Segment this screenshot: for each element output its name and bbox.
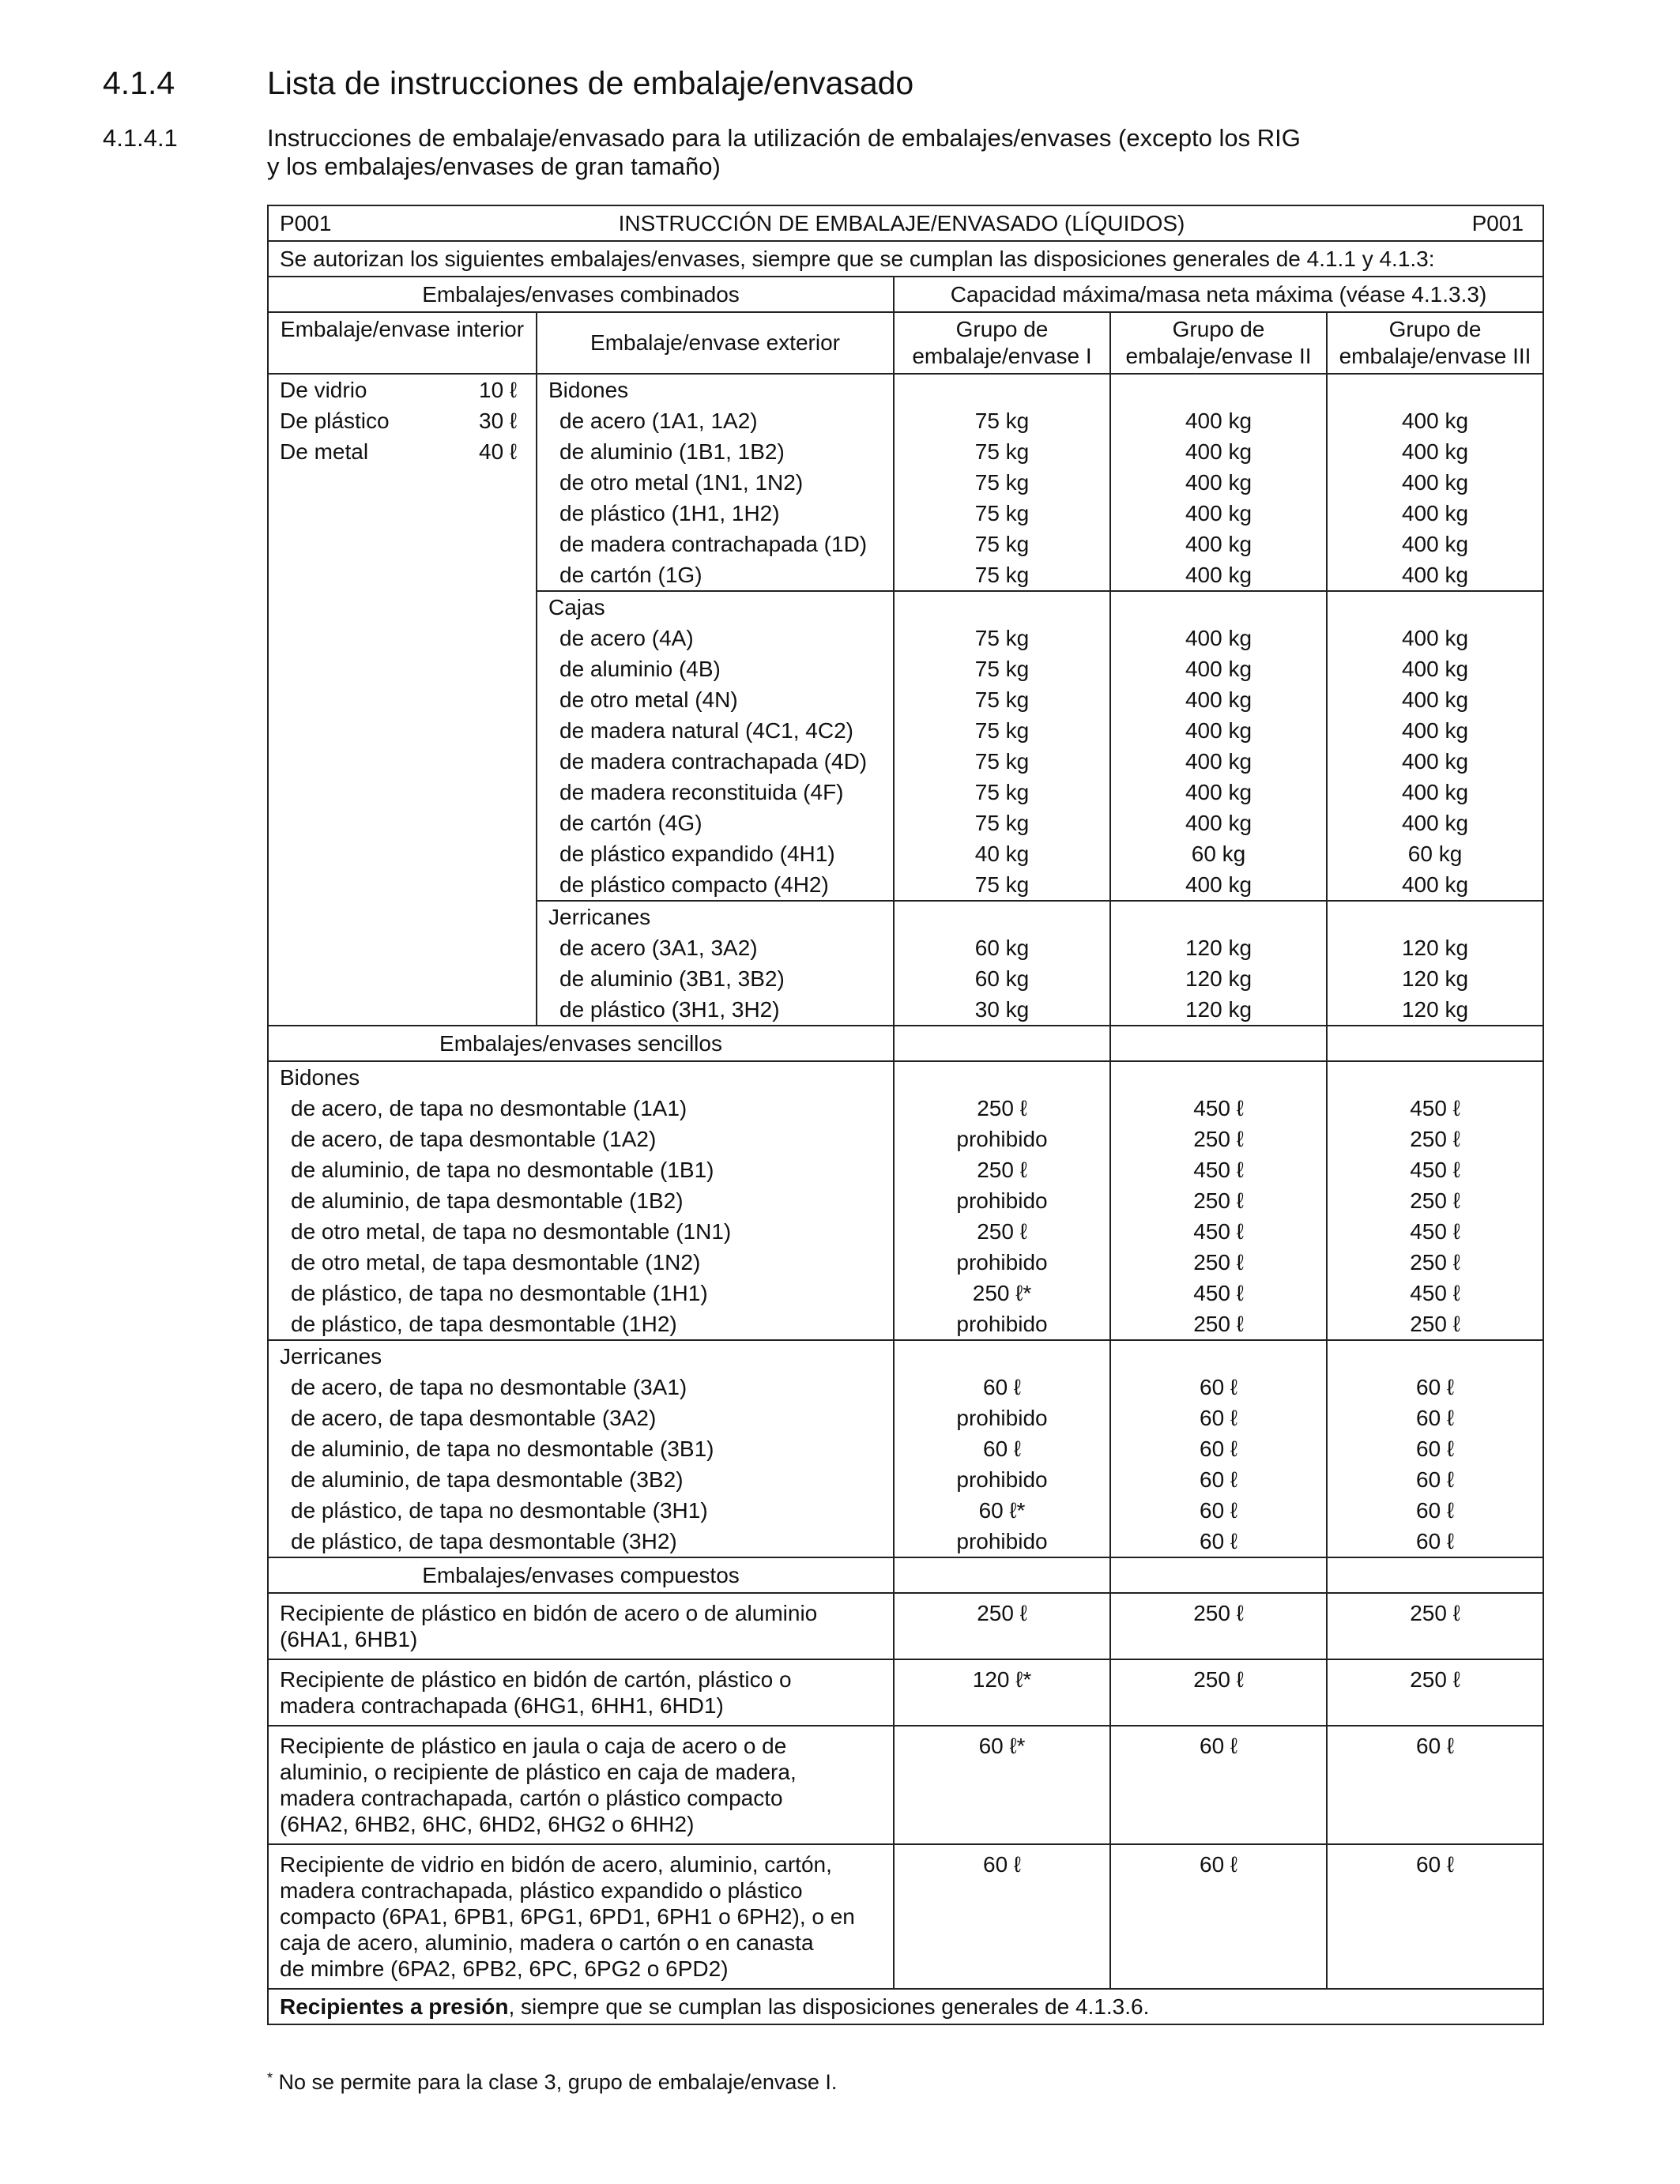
value: 60 ℓ xyxy=(1416,1467,1454,1492)
value: prohibido xyxy=(956,1467,1048,1492)
spacer xyxy=(906,1062,1098,1093)
group-iii-value: 60 ℓ xyxy=(1327,1726,1543,1844)
value: 400 kg xyxy=(1185,626,1252,650)
composite-row xyxy=(268,1659,1543,1726)
outer-item: de otro metal (1N1, 1N2) xyxy=(559,470,804,495)
value: 450 ℓ xyxy=(1193,1096,1244,1120)
single-group-name: Jerricanes xyxy=(280,1344,382,1369)
group-ii-value: 60 ℓ xyxy=(1110,1726,1327,1844)
outer-item: de otro metal (4N) xyxy=(559,687,738,712)
instruction-code-left: P001 xyxy=(280,211,332,235)
outer-item: de plástico (3H1, 3H2) xyxy=(559,997,780,1022)
value: 250 ℓ xyxy=(977,1096,1027,1120)
composite-line: caja de acero, aluminio, madera o cartón o en canasta xyxy=(280,1930,814,1955)
value: 450 ℓ xyxy=(1193,1219,1244,1244)
value: prohibido xyxy=(956,1127,1048,1151)
value: 60 ℓ* xyxy=(978,1498,1026,1523)
spacer xyxy=(906,375,1098,405)
inner-item-capacity: 10 ℓ xyxy=(479,378,517,402)
single-item: de acero, de tapa no desmontable (3A1) xyxy=(291,1375,687,1399)
composite-header-row xyxy=(268,1557,1543,1593)
outer-item: de cartón (4G) xyxy=(559,811,703,835)
outer-item: de madera contrachapada (4D) xyxy=(559,749,868,774)
composite-row xyxy=(268,1593,1543,1659)
footnote xyxy=(267,2070,837,2095)
composite-line: compacto (6PA1, 6PB1, 6PG1, 6PD1, 6PH1 o 6PH2), o en xyxy=(280,1904,855,1929)
value: 450 ℓ xyxy=(1410,1096,1460,1120)
single-group-row xyxy=(268,1340,1543,1557)
value: 400 kg xyxy=(1401,687,1469,712)
outer-item: de plástico compacto (4H2) xyxy=(559,872,829,897)
value: 60 ℓ xyxy=(1416,1498,1454,1523)
group-ii-value: 250 ℓ xyxy=(1110,1593,1327,1659)
single-item: de plástico, de tapa desmontable (3H2) xyxy=(291,1529,677,1553)
value: 75 kg xyxy=(974,657,1030,681)
value: 60 ℓ xyxy=(1200,1375,1237,1399)
single-packaging-cell xyxy=(268,1340,894,1557)
composite-line: aluminio, o recipiente de plástico en caja de madera, xyxy=(280,1760,797,1784)
value: 400 kg xyxy=(1401,718,1469,743)
spacer xyxy=(1339,375,1531,405)
footnote-mark: * xyxy=(267,2070,273,2086)
group-i-value: 60 ℓ* xyxy=(894,1726,1110,1844)
group-i-values xyxy=(894,591,1110,901)
section-title: Lista de instrucciones de embalaje/envasado xyxy=(267,65,914,101)
outer-item: de plástico expandido (4H1) xyxy=(559,842,835,866)
outer-packaging-cell xyxy=(537,591,894,901)
value: 75 kg xyxy=(974,532,1030,556)
value: prohibido xyxy=(956,1529,1048,1553)
section-number: 4.1.4 xyxy=(103,65,175,101)
value: 400 kg xyxy=(1185,749,1252,774)
spacer xyxy=(1122,592,1315,623)
value: 250 ℓ xyxy=(1410,1312,1460,1336)
spacer xyxy=(1122,1341,1315,1372)
value: 75 kg xyxy=(974,687,1030,712)
value: 75 kg xyxy=(974,409,1030,433)
inner-item-name: De vidrio xyxy=(280,378,367,402)
outer-item: de madera natural (4C1, 4C2) xyxy=(559,718,853,743)
value: 250 ℓ xyxy=(1410,1127,1460,1151)
value: 400 kg xyxy=(1185,780,1252,804)
intro-row xyxy=(268,241,1543,277)
spacer xyxy=(1122,1062,1315,1093)
pressure-row xyxy=(268,1989,1543,2024)
composite-description xyxy=(268,1659,894,1726)
value: 450 ℓ xyxy=(1410,1158,1460,1182)
value: 450 ℓ xyxy=(1410,1219,1460,1244)
value: 120 kg xyxy=(1185,936,1252,960)
packing-instruction-table xyxy=(267,205,1544,2025)
single-header: Embalajes/envases sencillos xyxy=(268,1026,894,1061)
value: 60 ℓ xyxy=(1416,1437,1454,1461)
intro-text: Se autorizan los siguientes embalajes/envases, siempre que se cumplan las disposiciones generales de 4.1.1 y 4.1.3: xyxy=(268,241,1543,277)
value: 60 ℓ xyxy=(1200,1437,1237,1461)
group-iii-values xyxy=(1327,901,1543,1026)
composite-header: Embalajes/envases compuestos xyxy=(268,1557,894,1593)
value: 75 kg xyxy=(974,626,1030,650)
single-item: de otro metal, de tapa no desmontable (1N1) xyxy=(291,1219,732,1244)
inner-item-name: De plástico xyxy=(280,409,390,433)
value: 75 kg xyxy=(974,439,1030,464)
single-item: de acero, de tapa desmontable (3A2) xyxy=(291,1406,657,1430)
outer-item: de cartón (1G) xyxy=(559,563,703,587)
value: prohibido xyxy=(956,1312,1048,1336)
value: 60 ℓ xyxy=(1200,1406,1237,1430)
value: 400 kg xyxy=(1401,439,1469,464)
outer-item: de aluminio (1B1, 1B2) xyxy=(559,439,785,464)
outer-item: de acero (3A1, 3A2) xyxy=(559,936,758,960)
composite-body xyxy=(268,1593,1543,1989)
value: 120 kg xyxy=(1401,936,1469,960)
single-item: de aluminio, de tapa desmontable (3B2) xyxy=(291,1467,684,1492)
value: 250 ℓ xyxy=(1193,1250,1244,1275)
value: 450 ℓ xyxy=(1410,1281,1460,1305)
pressure-text: , siempre que se cumplan las disposiciones generales de 4.1.3.6. xyxy=(508,1994,1150,2019)
value: 400 kg xyxy=(1185,501,1252,525)
inner-item xyxy=(280,436,517,467)
group-iii-value: 60 ℓ xyxy=(1327,1844,1543,1989)
single-header-row xyxy=(268,1026,1543,1061)
outer-item: de acero (4A) xyxy=(559,626,694,650)
value: 60 ℓ xyxy=(983,1437,1021,1461)
value: 250 ℓ xyxy=(977,1158,1027,1182)
value: prohibido xyxy=(956,1406,1048,1430)
composite-line: (6HA1, 6HB1) xyxy=(280,1627,418,1651)
section-heading xyxy=(103,65,913,102)
outer-group-name: Bidones xyxy=(548,378,629,402)
outer-item: de plástico (1H1, 1H2) xyxy=(559,501,780,525)
group-i-value: 60 ℓ xyxy=(894,1844,1110,1989)
group-iii-values xyxy=(1327,374,1543,591)
value: 60 kg xyxy=(1407,842,1463,866)
value: 400 kg xyxy=(1185,687,1252,712)
group-i-value: 250 ℓ xyxy=(894,1593,1110,1659)
single-item: de aluminio, de tapa desmontable (1B2) xyxy=(291,1188,684,1213)
group-iii-values xyxy=(1327,591,1543,901)
value: 75 kg xyxy=(974,470,1030,495)
value: prohibido xyxy=(956,1250,1048,1275)
outer-header: Embalaje/envase exterior xyxy=(537,312,894,374)
value: 60 kg xyxy=(1191,842,1246,866)
outer-packaging-cell xyxy=(537,374,894,591)
value: 400 kg xyxy=(1401,780,1469,804)
composite-row xyxy=(268,1844,1543,1989)
spacer xyxy=(1339,1062,1531,1093)
group-ii-values xyxy=(1110,591,1327,901)
group-ii-value: 60 ℓ xyxy=(1110,1844,1327,1989)
value: 400 kg xyxy=(1401,563,1469,587)
combined-body xyxy=(268,374,1543,1026)
value: 400 kg xyxy=(1185,563,1252,587)
composite-line: madera contrachapada, cartón o plástico compacto xyxy=(280,1786,783,1810)
value: 120 kg xyxy=(1185,997,1252,1022)
composite-line: Recipiente de plástico en bidón de acero o de aluminio xyxy=(280,1601,818,1625)
composite-line: Recipiente de plástico en bidón de cartón, plástico o xyxy=(280,1667,792,1692)
value: 60 ℓ xyxy=(1200,1467,1237,1492)
inner-item xyxy=(280,405,517,436)
group-ii-values xyxy=(1110,1061,1327,1340)
single-item: de plástico, de tapa no desmontable (3H1) xyxy=(291,1498,708,1523)
footnote-text: No se permite para la clase 3, grupo de embalaje/envase I. xyxy=(278,2070,838,2094)
group-ii-values xyxy=(1110,901,1327,1026)
value: 120 kg xyxy=(1401,966,1469,991)
spacer xyxy=(906,1341,1098,1372)
group-i-value: 120 ℓ* xyxy=(894,1659,1110,1726)
table-title-row xyxy=(268,205,1543,241)
outer-item: de aluminio (4B) xyxy=(559,657,721,681)
composite-line: Recipiente de vidrio en bidón de acero, aluminio, cartón, xyxy=(280,1852,832,1877)
composite-line: Recipiente de plástico en jaula o caja de acero o de xyxy=(280,1734,787,1758)
value: 250 ℓ* xyxy=(972,1281,1032,1305)
subsection-title: Instrucciones de embalaje/envasado para la utilización de embalajes/envases (excepto los RIG y los embalajes/envases de gran tamaño) xyxy=(267,124,1301,180)
group-i-values xyxy=(894,374,1110,591)
value: 400 kg xyxy=(1185,657,1252,681)
single-item: de otro metal, de tapa desmontable (1N2) xyxy=(291,1250,701,1275)
group-iii-values xyxy=(1327,1340,1543,1557)
column-header-row xyxy=(268,312,1543,374)
spacer xyxy=(1339,902,1531,932)
value: 250 ℓ xyxy=(977,1219,1027,1244)
combined-header: Embalajes/envases combinados xyxy=(268,277,894,312)
capacity-header: Capacidad máxima/masa neta máxima (véase 4.1.3.3) xyxy=(894,277,1543,312)
group-ii-values xyxy=(1110,1340,1327,1557)
inner-header: Embalaje/envase interior xyxy=(268,312,537,374)
value: 30 kg xyxy=(974,997,1030,1022)
value: 60 ℓ xyxy=(1416,1529,1454,1553)
value: 400 kg xyxy=(1185,718,1252,743)
value: 400 kg xyxy=(1185,872,1252,897)
value: prohibido xyxy=(956,1188,1048,1213)
combined-group-row xyxy=(268,374,1543,591)
value: 250 ℓ xyxy=(1193,1127,1244,1151)
inner-item-name: De metal xyxy=(280,439,369,464)
composite-description xyxy=(268,1726,894,1844)
spacer xyxy=(906,902,1098,932)
single-packaging-cell xyxy=(268,1061,894,1340)
value: 60 ℓ xyxy=(1200,1529,1237,1553)
value: 60 ℓ xyxy=(1416,1406,1454,1430)
outer-item: de madera contrachapada (1D) xyxy=(559,532,868,556)
inner-packaging-cell xyxy=(268,374,537,1026)
value: 250 ℓ xyxy=(1410,1188,1460,1213)
value: 75 kg xyxy=(974,718,1030,743)
group-ii-values xyxy=(1110,374,1327,591)
group-ii-header: Grupo de embalaje/envase II xyxy=(1110,312,1327,374)
value: 60 ℓ xyxy=(1416,1375,1454,1399)
value: 400 kg xyxy=(1401,749,1469,774)
value: 60 ℓ xyxy=(983,1375,1021,1399)
group-header-row xyxy=(268,277,1543,312)
composite-row xyxy=(268,1726,1543,1844)
value: 400 kg xyxy=(1185,811,1252,835)
composite-description xyxy=(268,1593,894,1659)
value: 400 kg xyxy=(1185,470,1252,495)
single-item: de plástico, de tapa desmontable (1H2) xyxy=(291,1312,677,1336)
group-iii-header: Grupo de embalaje/envase III xyxy=(1327,312,1543,374)
value: 450 ℓ xyxy=(1193,1158,1244,1182)
composite-line: madera contrachapada, plástico expandido o plástico xyxy=(280,1878,803,1903)
group-i-values xyxy=(894,1061,1110,1340)
outer-group-name: Jerricanes xyxy=(548,905,651,929)
outer-item: de madera reconstituida (4F) xyxy=(559,780,844,804)
value: 450 ℓ xyxy=(1193,1281,1244,1305)
single-item: de acero, de tapa no desmontable (1A1) xyxy=(291,1096,687,1120)
group-i-header: Grupo de embalaje/envase I xyxy=(894,312,1110,374)
spacer xyxy=(1339,1341,1531,1372)
single-item: de plástico, de tapa no desmontable (1H1) xyxy=(291,1281,708,1305)
subsection-number: 4.1.4.1 xyxy=(103,124,178,152)
value: 250 ℓ xyxy=(1193,1188,1244,1213)
spacer xyxy=(1122,375,1315,405)
spacer xyxy=(1122,902,1315,932)
inner-item-capacity: 30 ℓ xyxy=(479,409,517,433)
value: 400 kg xyxy=(1401,501,1469,525)
value: 400 kg xyxy=(1401,811,1469,835)
group-ii-value: 250 ℓ xyxy=(1110,1659,1327,1726)
value: 75 kg xyxy=(974,501,1030,525)
instruction-title: INSTRUCCIÓN DE EMBALAJE/ENVASADO (LÍQUIDOS) xyxy=(618,211,1185,235)
value: 120 kg xyxy=(1401,997,1469,1022)
value: 60 ℓ xyxy=(1200,1498,1237,1523)
value: 250 ℓ xyxy=(1410,1250,1460,1275)
value: 250 ℓ xyxy=(1193,1312,1244,1336)
value: 60 kg xyxy=(974,936,1030,960)
value: 400 kg xyxy=(1185,532,1252,556)
value: 400 kg xyxy=(1401,409,1469,433)
single-item: de aluminio, de tapa no desmontable (3B1) xyxy=(291,1437,714,1461)
pressure-label: Recipientes a presión xyxy=(280,1994,509,2019)
composite-description xyxy=(268,1844,894,1989)
group-i-values xyxy=(894,1340,1110,1557)
value: 400 kg xyxy=(1185,409,1252,433)
group-i-values xyxy=(894,901,1110,1026)
composite-line: (6HA2, 6HB2, 6HC, 6HD2, 6HG2 o 6HH2) xyxy=(280,1812,695,1836)
group-iii-value: 250 ℓ xyxy=(1327,1593,1543,1659)
single-item: de acero, de tapa desmontable (1A2) xyxy=(291,1127,657,1151)
value: 400 kg xyxy=(1401,532,1469,556)
inner-item xyxy=(280,375,517,405)
group-iii-values xyxy=(1327,1061,1543,1340)
single-group-name: Bidones xyxy=(280,1065,360,1090)
composite-line: de mimbre (6PA2, 6PB2, 6PC, 6PG2 o 6PD2) xyxy=(280,1956,729,1981)
outer-packaging-cell xyxy=(537,901,894,1026)
single-item: de aluminio, de tapa no desmontable (1B1) xyxy=(291,1158,714,1182)
value: 60 kg xyxy=(974,966,1030,991)
value: 400 kg xyxy=(1401,626,1469,650)
group-iii-value: 250 ℓ xyxy=(1327,1659,1543,1726)
instruction-code-right: P001 xyxy=(1471,211,1524,235)
value: 75 kg xyxy=(974,811,1030,835)
outer-item: de acero (1A1, 1A2) xyxy=(559,409,758,433)
spacer xyxy=(1339,592,1531,623)
value: 40 kg xyxy=(974,842,1030,866)
value: 400 kg xyxy=(1185,439,1252,464)
value: 75 kg xyxy=(974,563,1030,587)
spacer xyxy=(906,592,1098,623)
value: 75 kg xyxy=(974,780,1030,804)
value: 75 kg xyxy=(974,749,1030,774)
single-body xyxy=(268,1061,1543,1557)
single-group-row xyxy=(268,1061,1543,1340)
outer-group-name: Cajas xyxy=(548,595,605,619)
composite-line: madera contrachapada (6HG1, 6HH1, 6HD1) xyxy=(280,1693,724,1718)
outer-item: de aluminio (3B1, 3B2) xyxy=(559,966,785,991)
value: 400 kg xyxy=(1401,872,1469,897)
value: 75 kg xyxy=(974,872,1030,897)
inner-item-capacity: 40 ℓ xyxy=(479,439,517,464)
value: 400 kg xyxy=(1401,470,1469,495)
value: 120 kg xyxy=(1185,966,1252,991)
value: 400 kg xyxy=(1401,657,1469,681)
